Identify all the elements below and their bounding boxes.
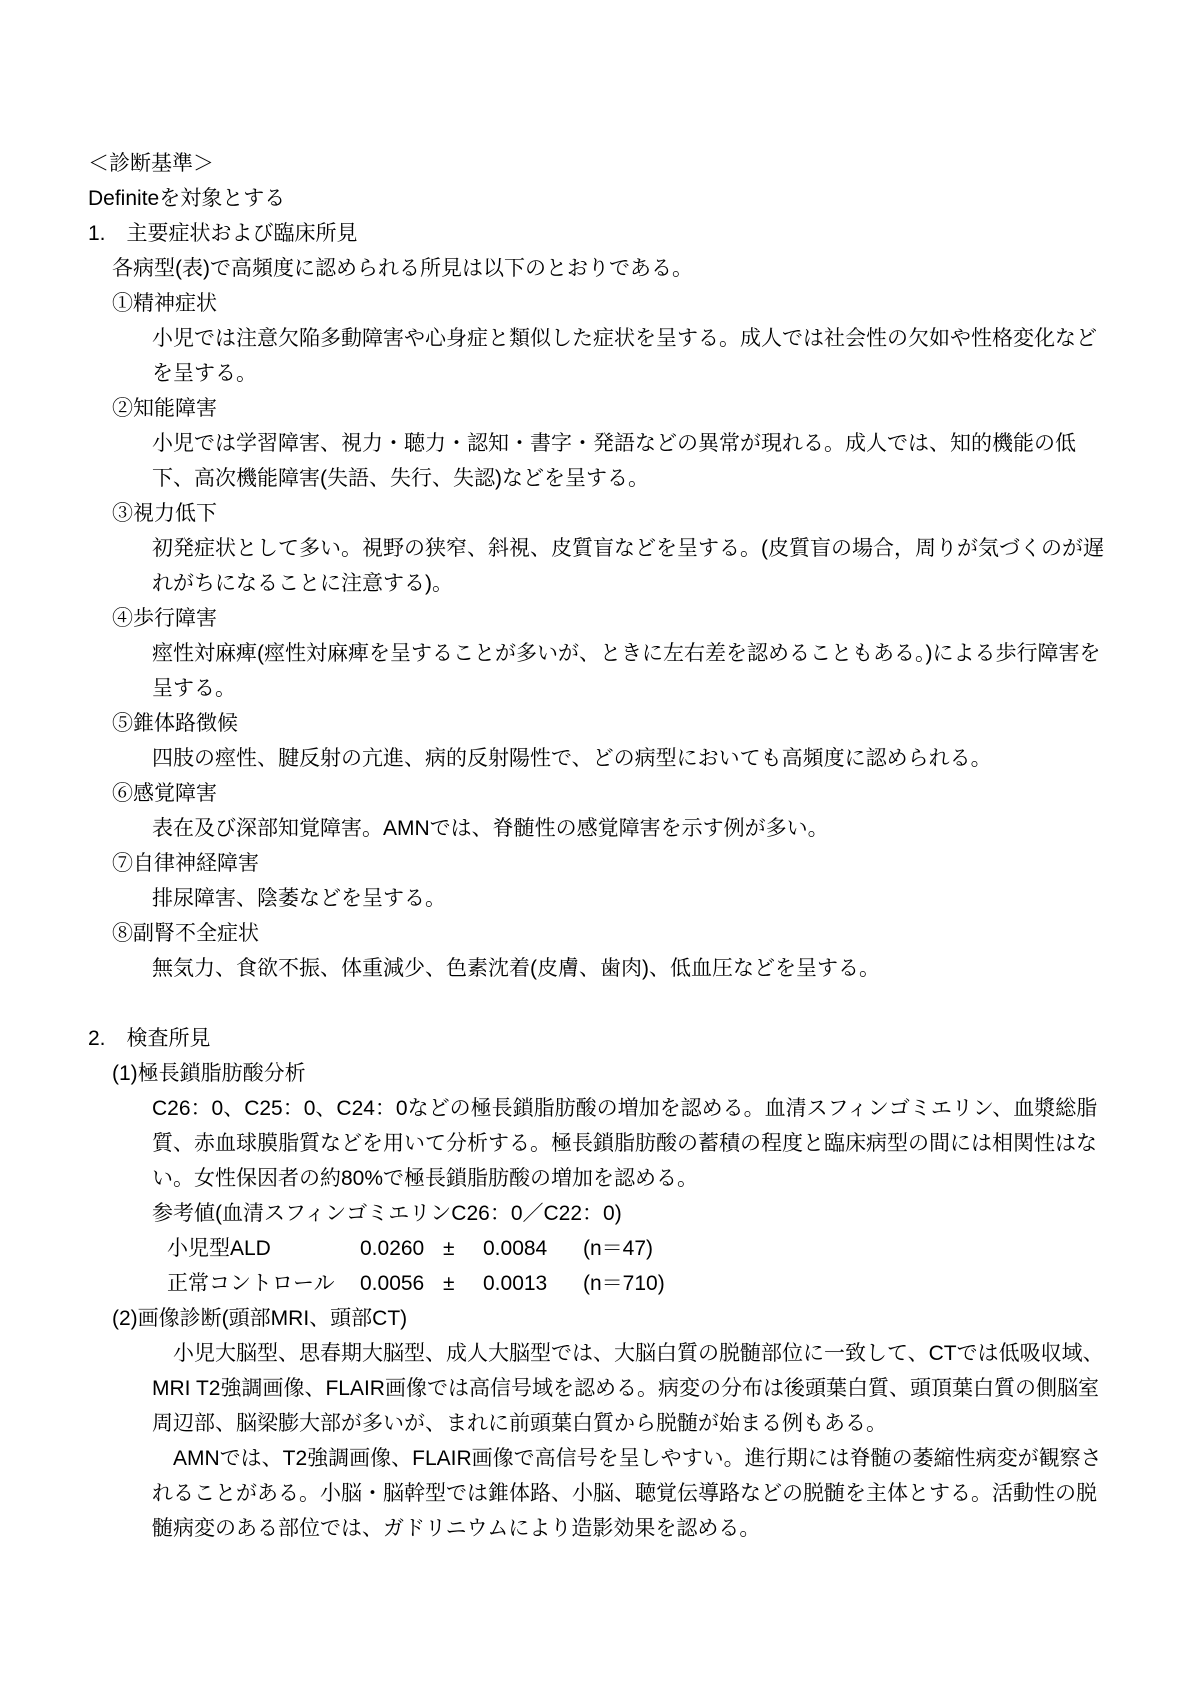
vlcfa-analysis-block: [88, 1056, 1119, 1301]
definite-target-note: Definiteを対象とする: [88, 187, 286, 210]
symptom-item-label: ⑦自律神経障害: [112, 852, 259, 875]
plus-minus-sign: ±: [443, 1272, 455, 1295]
reference-sd: 0.0013: [483, 1272, 548, 1295]
reference-name: 小児型ALD: [167, 1237, 271, 1260]
vlcfa-analysis-label: (1)極長鎖脂肪酸分析: [112, 1062, 306, 1085]
symptom-item-body: 小児では注意欠陥多動障害や心身症と類似した症状を呈する。成人では社会性の欠如や性格変化などを呈する。: [152, 327, 1097, 385]
document-title: ＜診断基準＞: [88, 152, 214, 175]
symptom-item-body: 無気力、食欲不振、体重減少、色素沈着(皮膚、歯肉)、低血圧などを呈する。: [152, 957, 880, 980]
imaging-diagnosis-label: (2)画像診断(頭部MRI、頭部CT): [112, 1307, 408, 1330]
reference-row-child-ald: [167, 1231, 1119, 1266]
reference-name: 正常コントロール: [167, 1272, 335, 1295]
symptom-item-5: [88, 706, 1119, 776]
symptom-item-6: [88, 776, 1119, 846]
symptom-item-4: [88, 601, 1119, 706]
reference-mean: 0.0260: [360, 1237, 425, 1260]
symptom-item-8: [88, 916, 1119, 986]
reference-row-normal-control: [167, 1266, 1119, 1301]
vlcfa-analysis-body: C26：0、C25：0、C24：0などの極長鎖脂肪酸の増加を認める。血清スフィンゴミエリン、血漿総脂質、赤血球膜脂質などを用いて分析する。極長鎖脂肪酸の蓄積の程度と臨床病型の間には相関性はない。女性保因者の約80%で極長鎖脂肪酸の増加を認める。: [152, 1097, 1098, 1190]
symptom-item-label: ④歩行障害: [112, 607, 217, 630]
symptom-item-body: 四肢の痙性、腱反射の亢進、病的反射陽性で、どの病型においても高頻度に認められる。: [152, 747, 992, 770]
symptom-item-label: ⑤錐体路徴候: [112, 712, 238, 735]
symptom-item-7: [88, 846, 1119, 916]
reference-mean: 0.0056: [360, 1272, 425, 1295]
symptom-item-body: 排尿障害、陰萎などを呈する。: [152, 887, 446, 910]
imaging-paragraph-2: AMNでは、T2強調画像、FLAIR画像で高信号を呈しやすい。進行期には脊髄の萎縮性病変が観察されることがある。小脳・脳幹型では錐体路、小脳、聴覚伝導路などの脱髄を主体とする。活動性の脱髄病変のある部位では、ガドリニウムにより造影効果を認める。: [152, 1447, 1102, 1540]
symptom-item-2: [88, 391, 1119, 496]
reference-sample-size: (n＝710): [583, 1272, 665, 1295]
plus-minus-sign: ±: [443, 1237, 455, 1260]
symptom-item-label: ③視力低下: [112, 502, 217, 525]
symptom-item-body: 初発症状として多い。視野の狭窄、斜視、皮質盲などを呈する。(皮質盲の場合，周りが気づくのが遅れがちになることに注意する)。: [152, 537, 1104, 595]
section2-heading: 2. 検査所見: [88, 1027, 211, 1050]
symptom-item-label: ⑧副腎不全症状: [112, 922, 259, 945]
imaging-diagnosis-block: [88, 1301, 1119, 1546]
reference-sd: 0.0084: [483, 1237, 548, 1260]
symptom-item-1: [88, 286, 1119, 391]
symptom-item-label: ①精神症状: [112, 292, 217, 315]
symptom-item-3: [88, 496, 1119, 601]
symptom-item-body: 痙性対麻痺(痙性対麻痺を呈することが多いが、ときに左右差を認めることもある。)による歩行障害を呈する。: [152, 642, 1101, 700]
reference-values-label: 参考値(血清スフィンゴミエリンC26：0／C22：0): [152, 1202, 622, 1225]
symptom-item-label: ⑥感覚障害: [112, 782, 217, 805]
section1-heading: 1. 主要症状および臨床所見: [88, 222, 358, 245]
section1-intro: 各病型(表)で高頻度に認められる所見は以下のとおりである。: [112, 257, 693, 280]
symptom-item-body: 小児では学習障害、視力・聴力・認知・書字・発語などの異常が現れる。成人では、知的機能の低下、高次機能障害(失語、失行、失認)などを呈する。: [152, 432, 1076, 490]
reference-sample-size: (n＝47): [583, 1237, 654, 1260]
symptom-item-body: 表在及び深部知覚障害。AMNでは、脊髄性の感覚障害を示す例が多い。: [152, 817, 829, 840]
imaging-paragraph-1: 小児大脳型、思春期大脳型、成人大脳型では、大脳白質の脱髄部位に一致して、CTでは低吸収域、MRI T2強調画像、FLAIR画像では高信号域を認める。病変の分布は後頭葉白質、頭頂葉白質の側脳室周辺部、脳梁膨大部が多いが、まれに前頭葉白質から脱髄が始まる例もある。: [152, 1342, 1104, 1435]
symptom-item-label: ②知能障害: [112, 397, 217, 420]
